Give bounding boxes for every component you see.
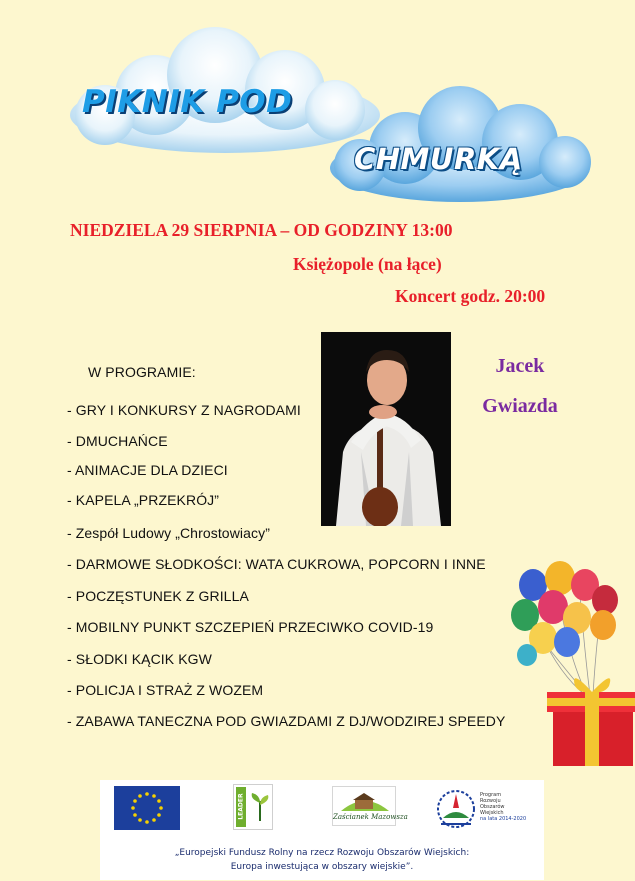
balloons-gift-icon bbox=[505, 560, 635, 770]
prow-text: Program Rozwoju Obszarów Wiejskich na lata 2014-2020 bbox=[480, 792, 527, 822]
program-item: - ANIMACJE DLA DZIECI bbox=[67, 462, 228, 478]
prow-logo-icon bbox=[435, 788, 477, 830]
concert-time: Koncert godz. 20:00 bbox=[395, 286, 546, 306]
program-item: - ZABAWA TANECZNA POD GWIAZDAMI Z DJ/WODZIREJ SPEEDY bbox=[67, 713, 506, 729]
program-item: - POLICJA I STRAŻ Z WOZEM bbox=[67, 682, 264, 698]
title-line2: CHMURKĄ bbox=[354, 142, 523, 176]
program-item: - MOBILNY PUNKT SZCZEPIEŃ PRZECIWKO COVID-19 bbox=[67, 619, 434, 635]
event-location: Księżopole (na łące) bbox=[293, 254, 442, 274]
program-item: - DMUCHAŃCE bbox=[67, 433, 168, 449]
title-line1: PIKNIK POD bbox=[82, 84, 293, 120]
footer-line2: Europa inwestująca w obszary wiejskie”. bbox=[230, 862, 414, 872]
zascianek-label: Zaścianek Mazowsza bbox=[333, 813, 408, 821]
program-item: - SŁODKI KĄCIK KGW bbox=[67, 651, 212, 667]
program-item: - KAPELA „PRZEKRÓJ” bbox=[67, 492, 220, 508]
leader-logo bbox=[233, 784, 273, 830]
footer-panel bbox=[100, 780, 544, 880]
artist-last-name: Gwiazda bbox=[482, 395, 558, 417]
program-item: - GRY I KONKURSY Z NAGRODAMI bbox=[67, 402, 301, 418]
event-date: NIEDZIELA 29 SIERPNIA – OD GODZINY 13:00 bbox=[70, 220, 453, 240]
leader-label: LEADER bbox=[237, 793, 245, 820]
program-heading: W PROGRAMIE: bbox=[88, 364, 196, 380]
zascianek-logo bbox=[332, 786, 408, 826]
footer-line1: „Europejski Fundusz Rolny na rzecz Rozwoju Obszarów Wiejskich: bbox=[174, 848, 470, 858]
artist-first-name: Jacek bbox=[495, 355, 545, 377]
eu-flag-icon bbox=[114, 786, 180, 830]
artist-photo bbox=[321, 332, 451, 526]
program-item: - Zespół Ludowy „Chrostowiacy” bbox=[67, 525, 270, 541]
program-item: - POCZĘSTUNEK Z GRILLA bbox=[67, 588, 249, 604]
program-item: - DARMOWE SŁODKOŚCI: WATA CUKROWA, POPCORN I INNE bbox=[67, 556, 486, 572]
